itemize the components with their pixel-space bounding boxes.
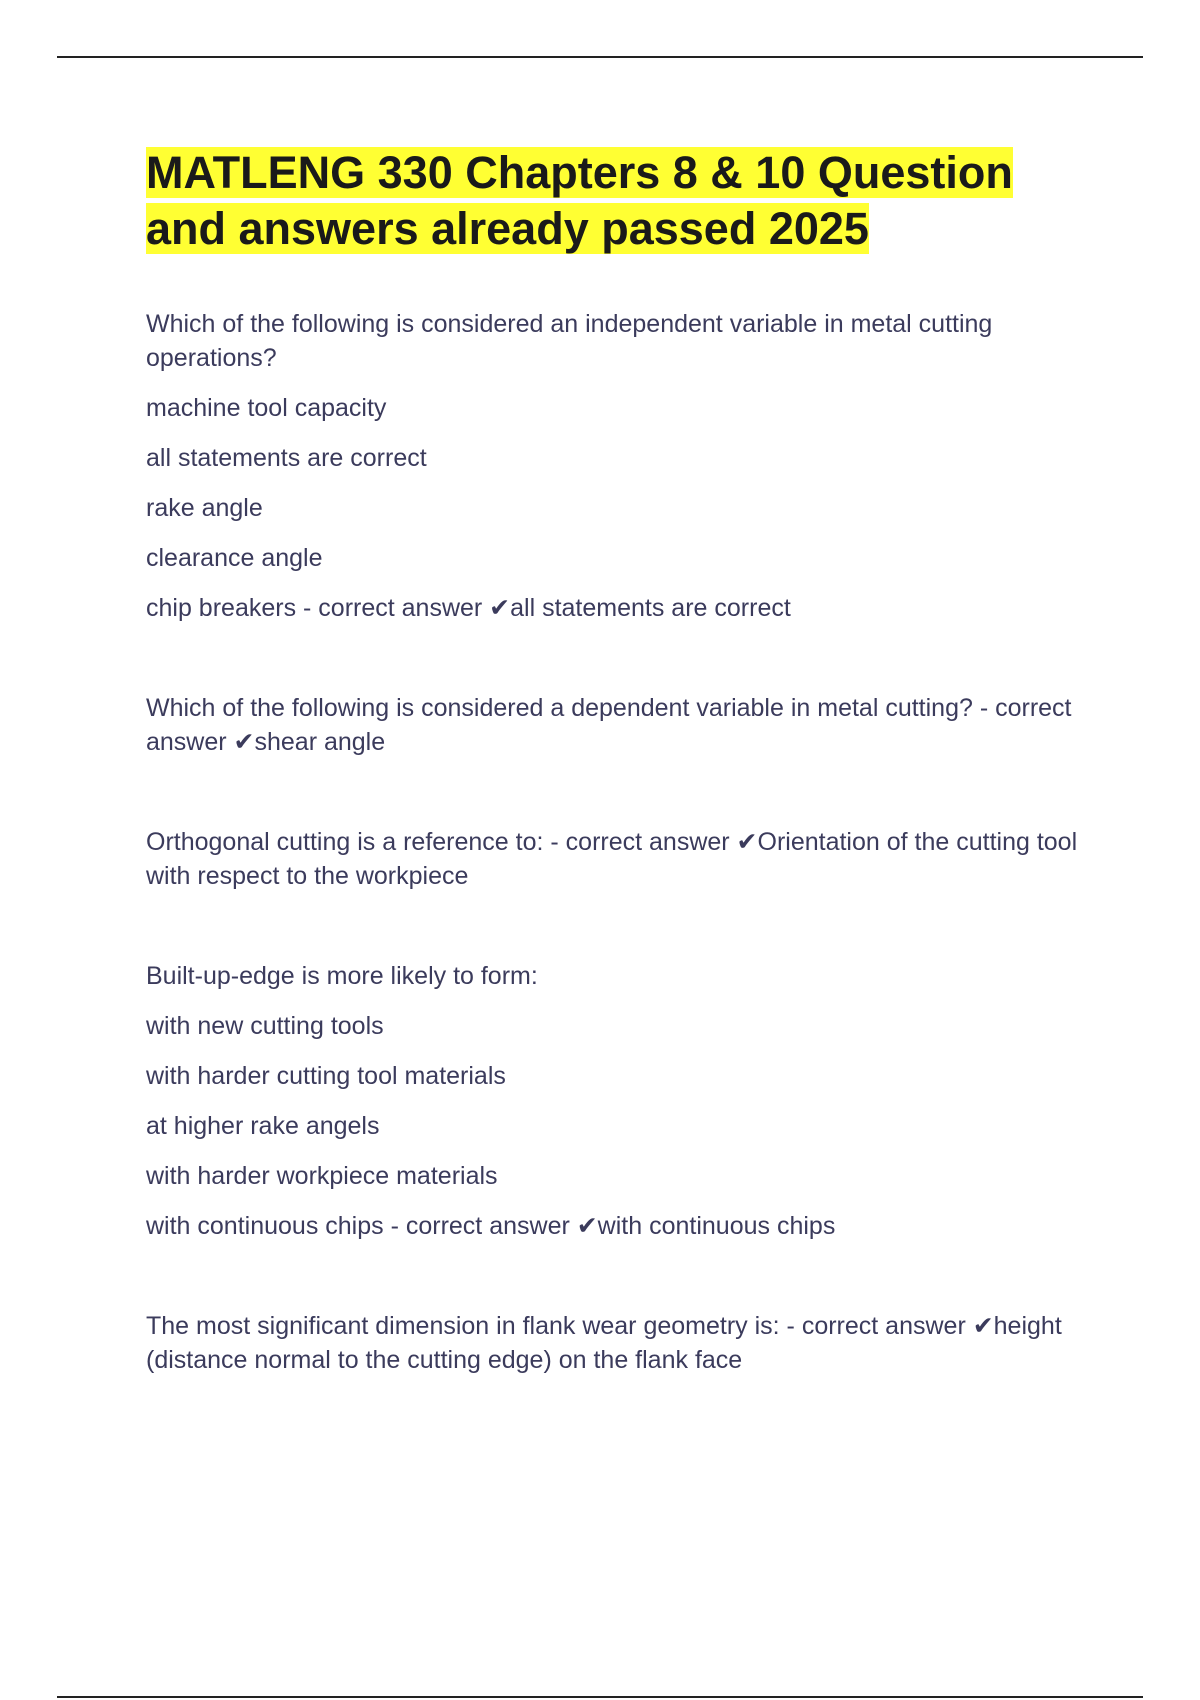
qa-block xyxy=(146,307,1086,625)
question-text: Built-up-edge is more likely to form: xyxy=(146,962,538,990)
bottom-rule xyxy=(57,1696,1143,1698)
document-title xyxy=(146,145,1086,257)
option-text: with new cutting tools xyxy=(146,1012,384,1040)
question-answer-text: The most significant dimension in flank wear geometry is: - correct answer ✔height (distance normal to the cutting edge) on the flank face xyxy=(146,1312,1062,1374)
top-rule xyxy=(57,56,1143,58)
question-answer-text: Which of the following is considered a dependent variable in metal cutting? - correct answer ✔shear angle xyxy=(146,694,1072,756)
question-answer-text: Orthogonal cutting is a reference to: - correct answer ✔Orientation of the cutting tool with respect to the workpiece xyxy=(146,828,1078,890)
answer-text: chip breakers - correct answer ✔all statements are correct xyxy=(146,594,791,622)
option-text: machine tool capacity xyxy=(146,394,387,422)
option-text: rake angle xyxy=(146,494,263,522)
option-text: clearance angle xyxy=(146,544,323,572)
qa-list xyxy=(146,307,1086,1377)
question-text: Which of the following is considered an independent variable in metal cutting operations? xyxy=(146,310,993,372)
option-text: at higher rake angels xyxy=(146,1112,380,1140)
option-text: all statements are correct xyxy=(146,444,427,472)
option-text: with harder cutting tool materials xyxy=(146,1062,506,1090)
option-text: with harder workpiece materials xyxy=(146,1162,498,1190)
qa-block xyxy=(146,691,1086,759)
qa-block xyxy=(146,1309,1086,1377)
qa-block xyxy=(146,959,1086,1243)
document-body xyxy=(146,145,1086,1377)
qa-block xyxy=(146,825,1086,893)
answer-text: with continuous chips - correct answer ✔with continuous chips xyxy=(146,1212,836,1240)
title-highlight: MATLENG 330 Chapters 8 & 10 Question and answers already passed 2025 xyxy=(146,147,1013,254)
